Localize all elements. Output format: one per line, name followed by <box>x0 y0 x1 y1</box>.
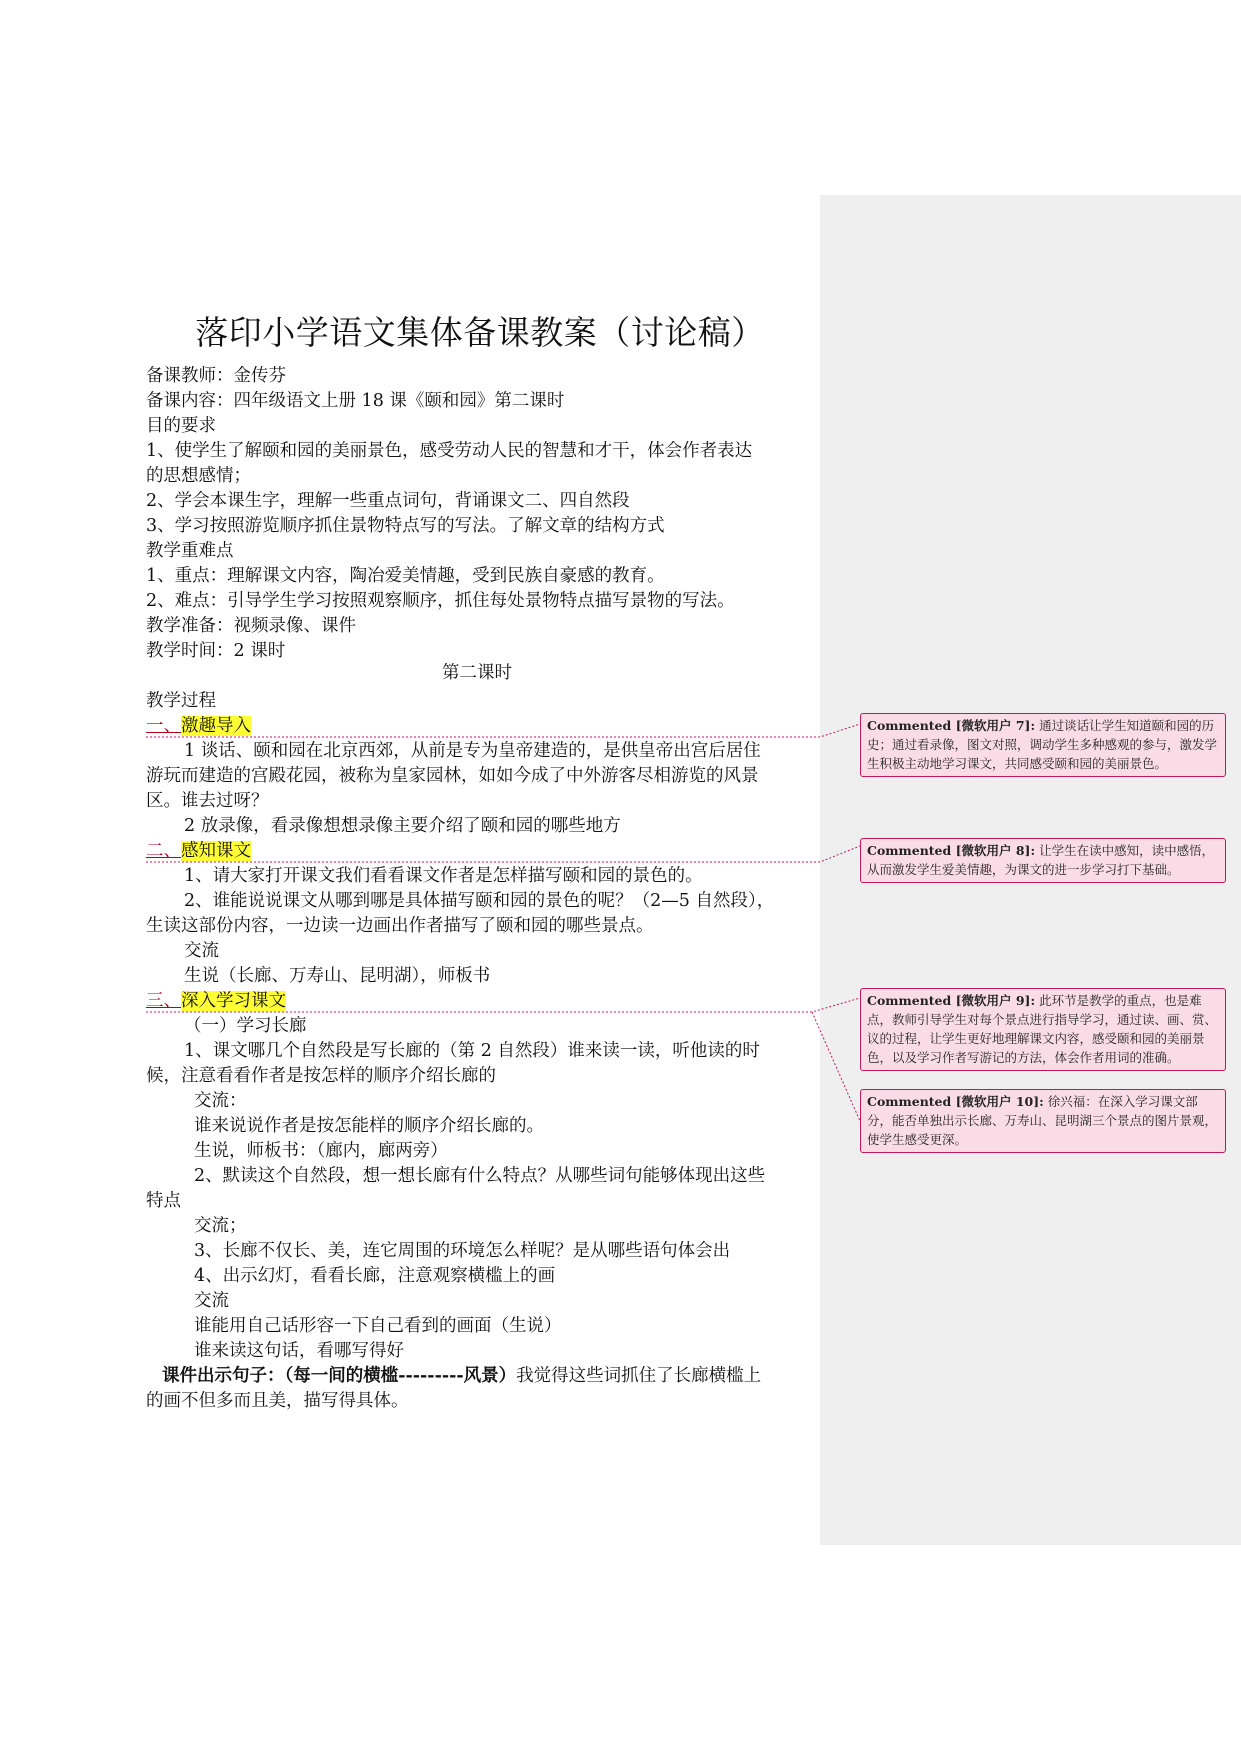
section-2-student-says: 生说（长廊、万寿山、昆明湖），师板书 <box>184 966 491 986</box>
section-1-title: 激趣导入 <box>181 716 251 736</box>
leader-line-9 <box>146 998 860 1012</box>
courseware-sentence-tail: 我觉得这些词抓住了长廊横槛上 <box>516 1366 762 1386</box>
section-3-exchange-2: 谁来说说作者是按怎能样的顺序介绍长廊的。 <box>194 1116 544 1136</box>
objective-1-cont: 的思想感情； <box>146 466 251 486</box>
objectives-heading: 目的要求 <box>146 416 216 436</box>
section-1-number: 一、 <box>146 716 181 736</box>
section-3-subheading: （一）学习长廊 <box>184 1016 307 1036</box>
section-1-para-1: 1 谈话、颐和园在北京西郊，从前是专为皇帝建造的，是供皇帝出宫后居住 <box>184 741 761 761</box>
section-3-exchange-6: 谁能用自己话形容一下自己看到的画面（生说） <box>194 1316 562 1336</box>
content-line: 备课内容：四年级语文上册 18 课《颐和园》第二课时 <box>146 391 565 411</box>
teacher-line: 备课教师：金传芬 <box>146 366 286 386</box>
section-3-question-4: 4、出示幻灯，看看长廊，注意观察横槛上的画 <box>194 1266 556 1286</box>
comment-7[interactable] <box>860 713 1226 777</box>
section-2-para-1: 1、请大家打开课文我们看看课文作者是怎样描写颐和园的景色的。 <box>184 866 703 886</box>
section-3-exchange-7: 谁来读这句话，看哪写得好 <box>194 1341 404 1361</box>
comment-9[interactable] <box>860 988 1226 1071</box>
objective-2: 2、学会本课生字，理解一些重点词句，背诵课文二、四自然段 <box>146 491 630 511</box>
section-3-exchange-1: 交流： <box>194 1091 247 1111</box>
section-3-title: 深入学习课文 <box>181 991 286 1011</box>
section-3-question-1: 1、课文哪几个自然段是写长廊的（第 2 自然段）谁来读一读，听他读的时 <box>184 1041 760 1061</box>
key-point-1: 1、重点：理解课文内容，陶冶爱美情趣，受到民族自豪感的教育。 <box>146 566 665 586</box>
comment-9-author: Commented [微软用户 9]: <box>867 993 1036 1008</box>
courseware-sentence-end: 的画不但多而且美，描写得具体。 <box>146 1391 409 1411</box>
section-2-para-2-cont: 生读这部份内容，一边读一边画出作者描写了颐和园的哪些景点。 <box>146 916 654 936</box>
section-2-exchange: 交流 <box>184 941 219 961</box>
leader-line-10 <box>812 1012 860 1121</box>
key-points-heading: 教学重难点 <box>146 541 234 561</box>
objective-3: 3、学习按照游览顺序抓住景物特点写的写法。了解文章的结构方式 <box>146 516 665 536</box>
section-1-para-1-cont: 游玩而建造的宫殿花园，被称为皇家园林，如如今成了中外游客尽相游览的风景 <box>146 766 759 786</box>
section-1-para-2: 2 放录像，看录像想想录像主要介绍了颐和园的哪些地方 <box>184 816 621 836</box>
objective-1: 1、使学生了解颐和园的美丽景色，感受劳动人民的智慧和才干，体会作者表达 <box>146 441 753 461</box>
section-3-exchange-5: 交流 <box>194 1291 229 1311</box>
section-3-question-2: 2、默读这个自然段，想一想长廊有什么特点？从哪些词句能够体现出这些 <box>194 1166 766 1186</box>
comment-8[interactable] <box>860 838 1226 883</box>
lesson-label: 第二课时 <box>442 663 512 683</box>
comment-9-text: 此环节是教学的重点，也是难点，教师引导学生对每个景点进行指导学习，通过读、画、赏、议的过程，让学生更好地理解课文内容，感受颐和园的美丽景色，以及学习作者写游记的方法，体会作者用词的准确。 <box>867 993 1218 1065</box>
comment-8-author: Commented [微软用户 8]: <box>867 843 1036 858</box>
preparation-line: 教学准备：视频录像、课件 <box>146 616 356 636</box>
section-2-number: 二、 <box>146 841 181 861</box>
section-3-exchange-4: 交流； <box>194 1216 247 1236</box>
comment-7-text: 通过谈话让学生知道颐和园的历史；通过看录像，图文对照，调动学生多种感观的参与，激发学生积极主动地学习课文，共同感受颐和园的美丽景色。 <box>867 718 1218 771</box>
comment-10-text: 徐兴福：在深入学习课文部分，能否单独出示长廊、万寿山、昆明湖三个景点的图片景观，使学生感受更深。 <box>867 1094 1218 1147</box>
process-heading: 教学过程 <box>146 691 216 711</box>
leader-line-8 <box>146 846 860 862</box>
section-3-number: 三、 <box>146 991 181 1011</box>
section-2-title: 感知课文 <box>181 841 251 861</box>
section-3-question-1-cont: 候，注意看看作者是按怎样的顺序介绍长廊的 <box>146 1066 496 1086</box>
courseware-sentence-bold: 课件出示句子：（每一间的横槛---------风景） <box>162 1366 517 1386</box>
section-3-question-2-cont: 特点 <box>146 1191 181 1211</box>
document-title: 落印小学语文集体备课教案（讨论稿） <box>195 313 765 352</box>
section-3-question-3: 3、长廊不仅长、美，连它周围的环境怎么样呢？是从哪些语句体会出 <box>194 1241 731 1261</box>
section-3-exchange-3: 生说，师板书：（廊内，廊两旁） <box>194 1141 448 1161</box>
comment-10-author: Commented [微软用户 10]: <box>867 1094 1044 1109</box>
leader-line-7 <box>146 724 860 737</box>
section-2-para-2: 2、谁能说说课文从哪到哪是具体描写颐和园的景色的呢？（2—5 自然段）， <box>184 891 775 911</box>
comment-8-text: 让学生在读中感知，读中感悟，从而激发学生爱美情趣，为课文的进一步学习打下基础。 <box>867 843 1215 877</box>
section-1-para-1-end: 区。谁去过呀？ <box>146 791 269 811</box>
time-line: 教学时间：2 课时 <box>146 641 286 661</box>
comment-10[interactable] <box>860 1089 1226 1153</box>
comment-7-author: Commented [微软用户 7]: <box>867 718 1036 733</box>
key-point-2: 2、难点：引导学生学习按照观察顺序，抓住每处景物特点描写景物的写法。 <box>146 591 735 611</box>
